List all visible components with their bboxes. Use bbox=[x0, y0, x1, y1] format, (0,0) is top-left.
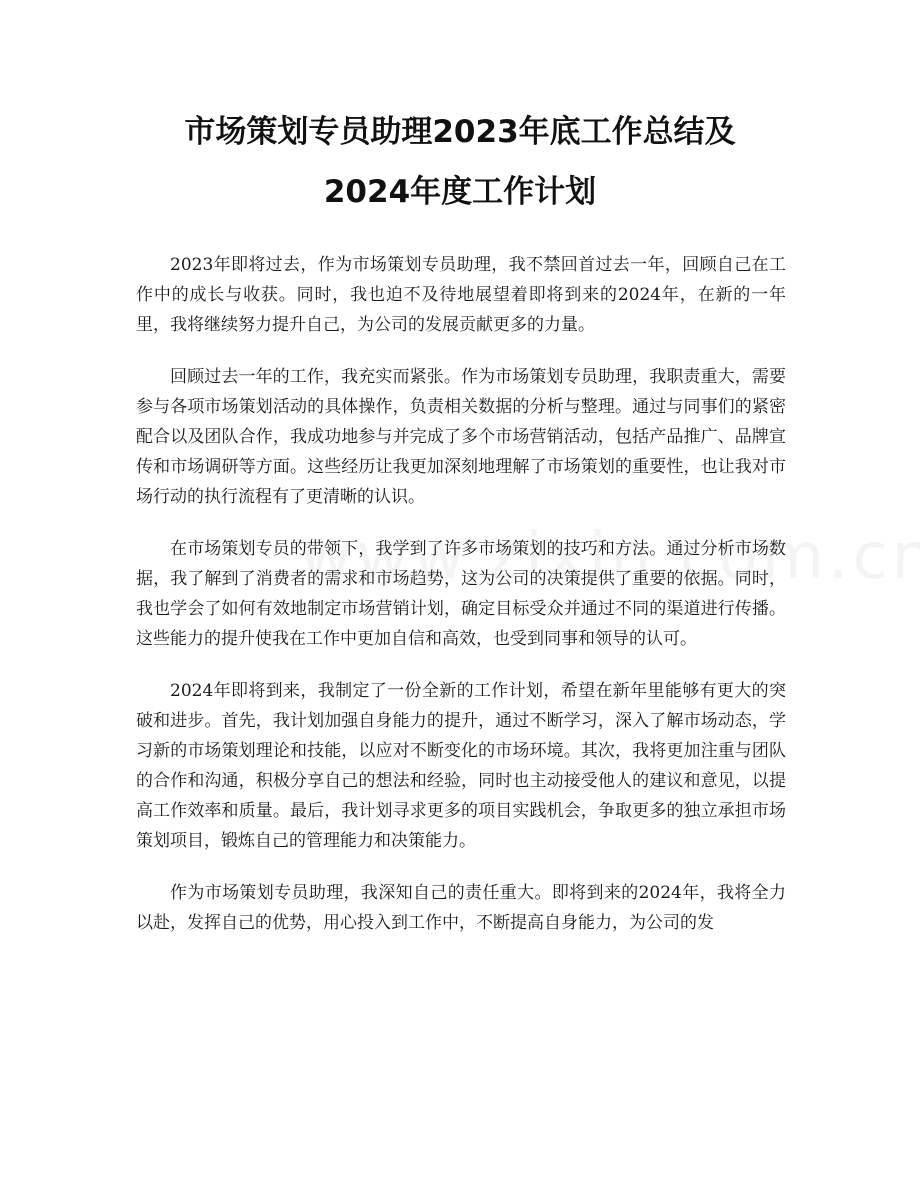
paragraph: 2024年即将到来，我制定了一份全新的工作计划，希望在新年里能够有更大的突破和进步。首先，我计划加强自身能力的提升，通过不断学习，深入了解市场动态，学习新的市场策划理论和技能，以应对不断变化的市场环境。其次，我将更加注重与团队的合作和沟通，积极分享自己的想法和经验，同时也主动接受他人的建议和意见，以提高工作效率和质量。最后，我计划寻求更多的项目实践机会，争取更多的独立承担市场策划项目，锻炼自己的管理能力和决策能力。 bbox=[136, 681, 786, 851]
paragraph: 在市场策划专员的带领下，我学到了许多市场策划的技巧和方法。通过分析市场数据，我了解到了消费者的需求和市场趋势，这为公司的决策提供了重要的依据。同时，我也学会了如何有效地制定市场营销计划，确定目标受众并通过不同的渠道进行传播。这些能力的提升使我在工作中更加自信和高效，也受到同事和领导的认可。 bbox=[136, 539, 786, 649]
paragraph: 回顾过去一年的工作，我充实而紧张。作为市场策划专员助理，我职责重大，需要参与各项市场策划活动的具体操作，负责相关数据的分析与整理。通过与同事们的紧密配合以及团队合作，我成功地参与并完成了多个市场营销活动，包括产品推广、品牌宣传和市场调研等方面。这些经历让我更加深刻地理解了市场策划的重要性，也让我对市场行动的执行流程有了更清晰的认识。 bbox=[136, 367, 786, 507]
document-title-line-1: 市场策划专员助理2023年底工作总结及 bbox=[184, 114, 736, 150]
document-body bbox=[136, 250, 786, 960]
document-title-line-2: 2024年度工作计划 bbox=[323, 174, 597, 210]
paragraph: 作为市场策划专员助理，我深知自己的责任重大。即将到来的2024年，我将全力以赴，发挥自己的优势，用心投入到工作中，不断提高自身能力，为公司的发 bbox=[136, 883, 786, 933]
paragraph: 2023年即将过去，作为市场策划专员助理，我不禁回首过去一年，回顾自己在工作中的成长与收获。同时，我也迫不及待地展望着即将到来的2024年，在新的一年里，我将继续努力提升自己，为公司的发展贡献更多的力量。 bbox=[136, 255, 786, 335]
